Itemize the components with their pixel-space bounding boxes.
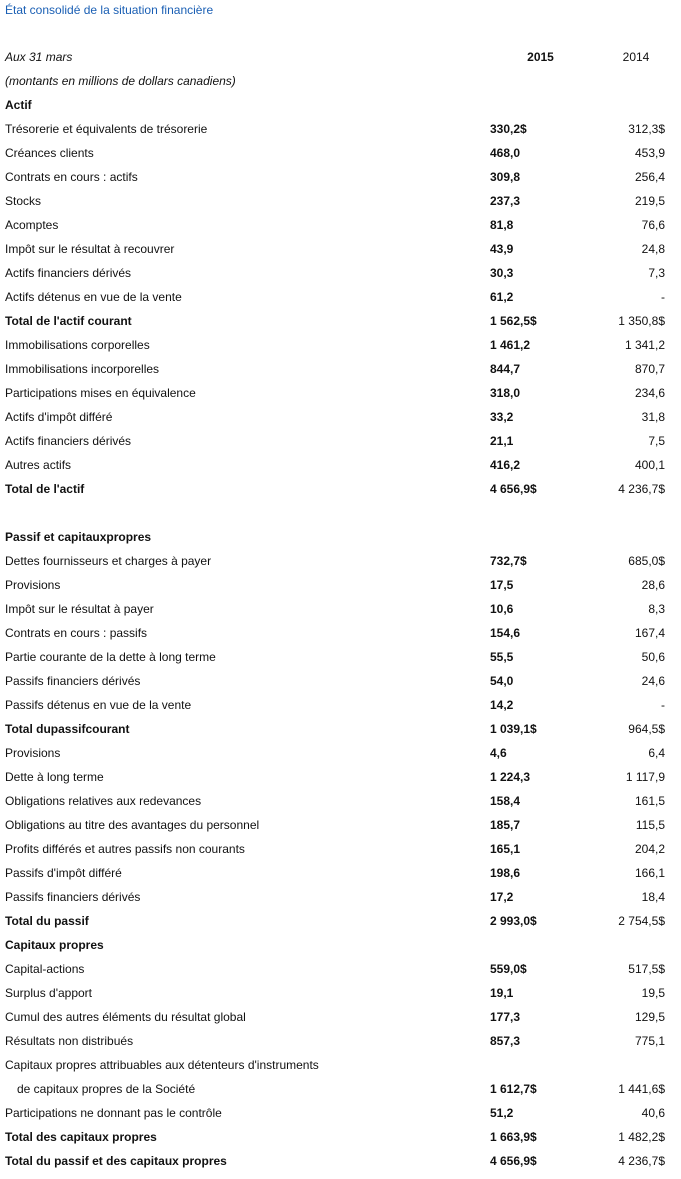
value-2014: 167,4 (634, 626, 665, 640)
row-label: Partie courante de la dette à long terme (5, 650, 216, 664)
value-2014: 4 236,7$ (618, 482, 665, 496)
table-row (0, 1125, 681, 1149)
value-2015: 330,2$ (490, 122, 527, 136)
row-label: Profits différés et autres passifs non courants (5, 842, 245, 856)
value-2015: 81,8 (490, 218, 514, 232)
table-row (0, 93, 681, 117)
value-2014: 40,6 (641, 1106, 665, 1120)
value-2015: 19,1 (490, 986, 514, 1000)
value-2015: 1 224,3 (490, 770, 531, 784)
value-2014 (591, 525, 681, 549)
row-label: Cumul des autres éléments du résultat global (5, 1010, 246, 1024)
value-2015: 55,5 (490, 650, 514, 664)
value-2014 (591, 1053, 681, 1077)
value-2014 (591, 501, 681, 525)
value-2015: 416,2 (490, 458, 521, 472)
row-label: Résultats non distribués (5, 1034, 134, 1048)
value-2014: - (661, 290, 665, 304)
row-label: Capitaux propres attribuables aux détenteurs d'instruments (5, 1058, 319, 1072)
value-2015 (490, 501, 591, 525)
row-label: Dettes fournisseurs et charges à payer (5, 554, 212, 568)
row-label: Dette à long terme (5, 770, 104, 784)
value-2015: 309,8 (490, 170, 521, 184)
value-2014: 964,5$ (628, 722, 665, 736)
table-row (0, 981, 681, 1005)
value-2014: 115,5 (635, 818, 665, 832)
table-row (0, 429, 681, 453)
column-header-2014: 2014 (622, 50, 650, 64)
value-2014: 1 117,9 (625, 770, 665, 784)
value-2015: 158,4 (490, 794, 521, 808)
value-2015: 844,7 (490, 362, 521, 376)
row-label: Total de l'actif (5, 482, 85, 496)
value-2015 (490, 69, 591, 93)
value-2015: 10,6 (490, 602, 514, 616)
value-2014: 219,5 (634, 194, 665, 208)
value-2014: 18,4 (641, 890, 665, 904)
value-2015: 1 663,9$ (490, 1130, 537, 1144)
value-2015: 1 562,5$ (490, 314, 537, 328)
value-2015: 1 461,2 (490, 338, 531, 352)
value-2015: 33,2 (490, 410, 514, 424)
table-row (0, 381, 681, 405)
table-row (0, 525, 681, 549)
value-2014: 234,6 (634, 386, 665, 400)
value-2015: 4 656,9$ (490, 1154, 537, 1168)
value-2014: 6,4 (648, 746, 665, 760)
value-2014: - (661, 698, 665, 712)
column-header-2015: 2015 (527, 50, 554, 64)
table-row (0, 69, 681, 93)
value-2015: 559,0$ (490, 962, 527, 976)
row-label: Actif (5, 98, 32, 112)
row-label: Total de l'actif courant (5, 314, 132, 328)
row-label: Trésorerie et équivalents de trésorerie (5, 122, 208, 136)
row-label: Immobilisations incorporelles (5, 362, 160, 376)
value-2015: 185,7 (490, 818, 521, 832)
row-label: Provisions (5, 578, 61, 592)
value-2015: 30,3 (490, 266, 514, 280)
value-2014 (591, 69, 681, 93)
value-2014: 129,5 (634, 1010, 665, 1024)
row-label: Actifs financiers dérivés (5, 434, 132, 448)
table-row (0, 789, 681, 813)
value-2015 (490, 93, 591, 117)
row-label: Obligations relatives aux redevances (5, 794, 202, 808)
value-2015: 4,6 (490, 746, 507, 760)
table-row (0, 333, 681, 357)
row-label: Passifs d'impôt différé (5, 866, 122, 880)
table-row (0, 189, 681, 213)
row-label: Provisions (5, 746, 61, 760)
row-label: Total du passif (5, 914, 89, 928)
statement-title-link[interactable]: État consolidé de la situation financière (5, 3, 214, 17)
value-2015: 177,3 (490, 1010, 521, 1024)
row-label: Capital-actions (5, 962, 85, 976)
value-2014: 31,8 (641, 410, 665, 424)
row-label: Participations mises en équivalence (5, 386, 196, 400)
table-row (0, 813, 681, 837)
table-row (0, 741, 681, 765)
table-row (0, 597, 681, 621)
row-label: de capitaux propres de la Société (17, 1082, 196, 1096)
table-row (0, 309, 681, 333)
value-2015: 237,3 (490, 194, 521, 208)
row-label: (montants en millions de dollars canadiens) (5, 74, 236, 88)
value-2015: 43,9 (490, 242, 514, 256)
value-2014: 517,5$ (628, 962, 665, 976)
value-2014 (591, 933, 681, 957)
table-row (0, 957, 681, 981)
value-2014: 161,5 (634, 794, 665, 808)
table-row (0, 861, 681, 885)
value-2015: 857,3 (490, 1034, 521, 1048)
row-label (0, 501, 490, 525)
value-2015: 732,7$ (490, 554, 527, 568)
table-row (0, 1149, 681, 1173)
row-label: Passifs financiers dérivés (5, 674, 141, 688)
row-label: Impôt sur le résultat à recouvrer (5, 242, 175, 256)
table-row (0, 405, 681, 429)
row-label: Contrats en cours : actifs (5, 170, 138, 184)
table-row (0, 933, 681, 957)
value-2014: 204,2 (634, 842, 665, 856)
table-row (0, 549, 681, 573)
financial-statement-table (0, 45, 681, 1173)
value-2014: 19,5 (641, 986, 665, 1000)
value-2015: 4 656,9$ (490, 482, 537, 496)
value-2015: 318,0 (490, 386, 521, 400)
row-label: Total des capitaux propres (5, 1130, 157, 1144)
row-label: Passifs détenus en vue de la vente (5, 698, 192, 712)
value-2014: 400,1 (634, 458, 665, 472)
value-2014: 24,8 (641, 242, 665, 256)
table-row (0, 285, 681, 309)
row-label: Actifs détenus en vue de la vente (5, 290, 182, 304)
value-2014: 775,1 (634, 1034, 665, 1048)
row-label: Participations ne donnant pas le contrôle (5, 1106, 222, 1120)
row-label: Impôt sur le résultat à payer (5, 602, 154, 616)
row-label: Immobilisations corporelles (5, 338, 150, 352)
value-2014: 312,3$ (628, 122, 665, 136)
value-2014: 1 441,6$ (618, 1082, 665, 1096)
row-label: Capitaux propres (5, 938, 104, 952)
table-row (0, 1077, 681, 1101)
table-row (0, 357, 681, 381)
table-row (0, 141, 681, 165)
table-row (0, 885, 681, 909)
row-label: Stocks (5, 194, 42, 208)
spacer-row (0, 501, 681, 525)
value-2015 (490, 1053, 591, 1077)
value-2014: 870,7 (634, 362, 665, 376)
table-row (0, 909, 681, 933)
value-2014: 453,9 (634, 146, 665, 160)
table-row (0, 477, 681, 501)
table-row (0, 237, 681, 261)
row-label: Obligations au titre des avantages du personnel (5, 818, 260, 832)
row-label: Passif et capitauxpropres (5, 530, 152, 544)
table-row (0, 765, 681, 789)
row-label: Actifs financiers dérivés (5, 266, 132, 280)
value-2015: 198,6 (490, 866, 521, 880)
table-row (0, 645, 681, 669)
row-label: Acomptes (5, 218, 59, 232)
row-label: Autres actifs (5, 458, 72, 472)
value-2014: 1 482,2$ (618, 1130, 665, 1144)
value-2015: 2 993,0$ (490, 914, 537, 928)
table-header-row (0, 45, 681, 69)
table-row (0, 261, 681, 285)
table-row (0, 573, 681, 597)
value-2014: 685,0$ (628, 554, 665, 568)
table-row (0, 1053, 681, 1077)
table-row (0, 453, 681, 477)
table-row (0, 669, 681, 693)
value-2015: 468,0 (490, 146, 521, 160)
row-label: Total dupassifcourant (5, 722, 130, 736)
value-2014: 1 341,2 (624, 338, 665, 352)
value-2014: 24,6 (641, 674, 665, 688)
value-2014: 7,5 (648, 434, 665, 448)
value-2015: 165,1 (490, 842, 521, 856)
table-row (0, 1029, 681, 1053)
value-2015: 54,0 (490, 674, 514, 688)
table-row (0, 1005, 681, 1029)
value-2015: 51,2 (490, 1106, 514, 1120)
row-label: Total du passif et des capitaux propres (5, 1154, 227, 1168)
value-2014: 4 236,7$ (618, 1154, 665, 1168)
row-label: Actifs d'impôt différé (5, 410, 113, 424)
value-2015: 1 612,7$ (490, 1082, 537, 1096)
value-2014: 2 754,5$ (618, 914, 665, 928)
header-label: Aux 31 mars (5, 50, 73, 64)
row-label: Contrats en cours : passifs (5, 626, 148, 640)
value-2015: 21,1 (490, 434, 514, 448)
value-2015: 17,2 (490, 890, 514, 904)
table-row (0, 1101, 681, 1125)
value-2014: 166,1 (634, 866, 665, 880)
value-2014: 76,6 (641, 218, 665, 232)
value-2014: 8,3 (648, 602, 665, 616)
table-row (0, 213, 681, 237)
value-2014 (591, 93, 681, 117)
value-2015 (490, 933, 591, 957)
value-2014: 1 350,8$ (618, 314, 665, 328)
value-2014: 28,6 (641, 578, 665, 592)
row-label: Créances clients (5, 146, 94, 160)
value-2014: 50,6 (641, 650, 665, 664)
table-row (0, 621, 681, 645)
value-2015: 1 039,1$ (490, 722, 537, 736)
row-label: Surplus d'apport (5, 986, 93, 1000)
value-2014: 7,3 (648, 266, 665, 280)
table-row (0, 117, 681, 141)
value-2015 (490, 525, 591, 549)
value-2015: 14,2 (490, 698, 514, 712)
table-row (0, 165, 681, 189)
value-2015: 154,6 (490, 626, 521, 640)
table-row (0, 693, 681, 717)
value-2015: 17,5 (490, 578, 514, 592)
table-row (0, 717, 681, 741)
value-2015: 61,2 (490, 290, 514, 304)
row-label: Passifs financiers dérivés (5, 890, 141, 904)
table-row (0, 837, 681, 861)
value-2014: 256,4 (634, 170, 665, 184)
